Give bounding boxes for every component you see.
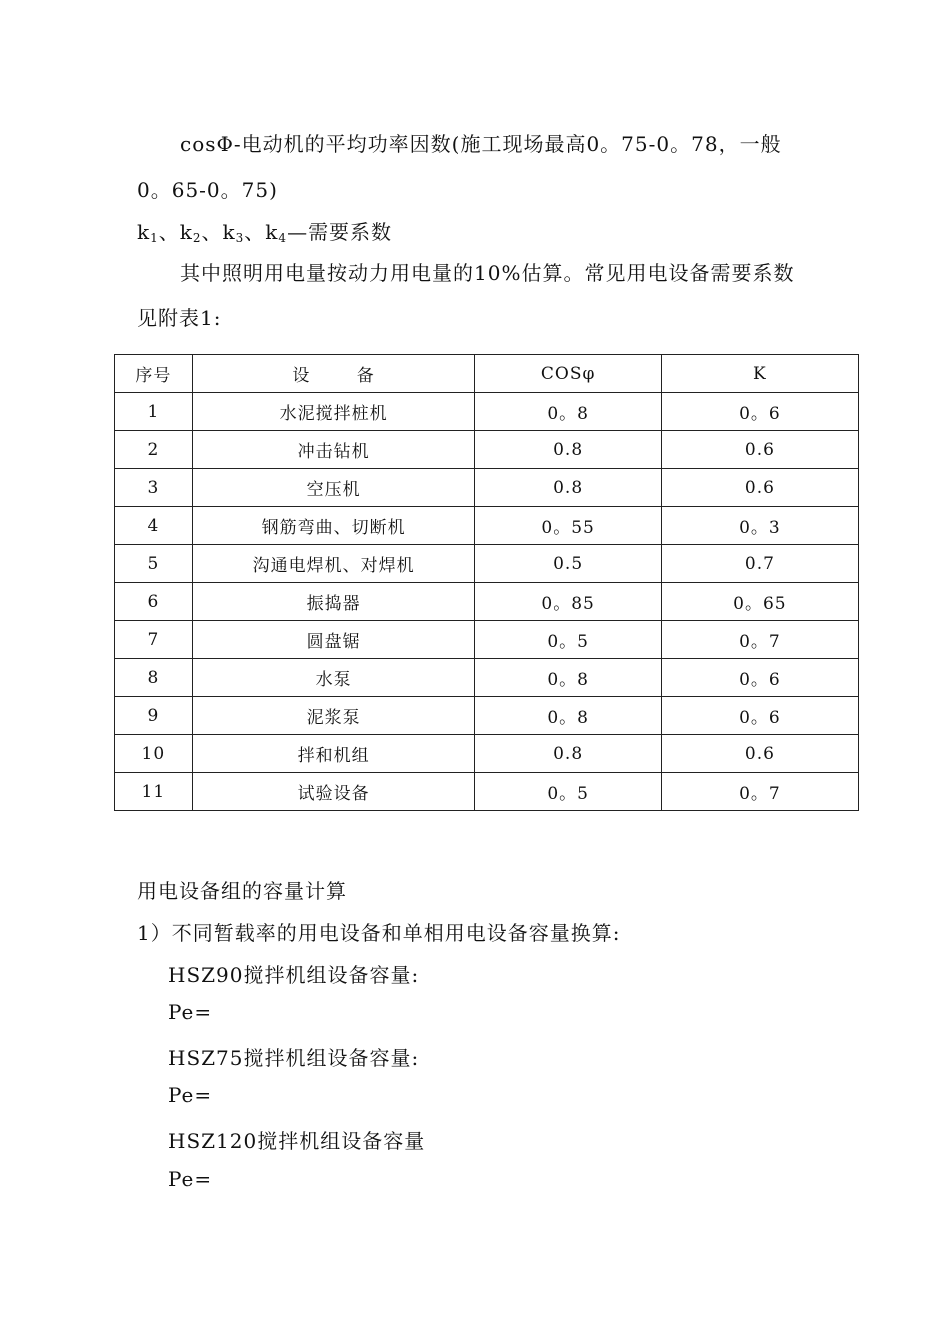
demand-coefficient-table (114, 354, 859, 811)
cell-k: 0。7 (661, 773, 858, 811)
table-row (115, 469, 859, 507)
cell-k: 0.6 (661, 469, 858, 507)
hsz120-capacity-label: HSZ120搅拌机组设备容量 (168, 1129, 426, 1153)
cell-cos-phi: 0.8 (475, 735, 661, 773)
cell-equipment: 圆盘锯 (192, 621, 475, 659)
cell-index: 2 (115, 431, 193, 469)
cell-k: 0。6 (661, 393, 858, 431)
cell-k: 0.6 (661, 735, 858, 773)
cell-index: 6 (115, 583, 193, 621)
hsz120-formula: Pe= (168, 1167, 213, 1191)
cell-equipment: 空压机 (192, 469, 475, 507)
cell-index: 8 (115, 659, 193, 697)
cell-equipment: 钢筋弯曲、切断机 (192, 507, 475, 545)
table-row (115, 735, 859, 773)
table-row (115, 393, 859, 431)
cell-equipment: 沟通电焊机、对焊机 (192, 545, 475, 583)
table-row (115, 659, 859, 697)
cell-k: 0.7 (661, 545, 858, 583)
cell-cos-phi: 0。8 (475, 659, 661, 697)
header-cos-phi: COSφ (475, 355, 661, 393)
table-row (115, 431, 859, 469)
header-equipment: 设 备 (192, 355, 475, 393)
header-k: K (661, 355, 858, 393)
cell-cos-phi: 0。5 (475, 621, 661, 659)
hsz75-formula: Pe= (168, 1083, 213, 1107)
table-row (115, 507, 859, 545)
intro-line-5: 见附表1: (137, 306, 222, 330)
hsz90-capacity-label: HSZ90搅拌机组设备容量: (168, 963, 420, 987)
cell-equipment: 水泵 (192, 659, 475, 697)
cell-index: 1 (115, 393, 193, 431)
cell-cos-phi: 0.5 (475, 545, 661, 583)
intro-line-4: 其中照明用电量按动力用电量的10%估算。常见用电设备需要系数 (180, 261, 795, 285)
hsz75-capacity-label: HSZ75搅拌机组设备容量: (168, 1046, 420, 1070)
cell-cos-phi: 0。8 (475, 393, 661, 431)
table-header-row (115, 355, 859, 393)
cell-index: 3 (115, 469, 193, 507)
table-row (115, 773, 859, 811)
cell-k: 0。6 (661, 659, 858, 697)
cell-k: 0。65 (661, 583, 858, 621)
header-index: 序号 (115, 355, 193, 393)
cell-equipment: 振捣器 (192, 583, 475, 621)
subsection-1-title: 1）不同暂载率的用电设备和单相用电设备容量换算: (137, 921, 621, 945)
cell-index: 11 (115, 773, 193, 811)
table-row (115, 545, 859, 583)
intro-line-1: cosΦ-电动机的平均功率因数(施工现场最高0。75-0。78，一般 (180, 132, 782, 156)
cell-equipment: 拌和机组 (192, 735, 475, 773)
cell-index: 5 (115, 545, 193, 583)
cell-cos-phi: 0。8 (475, 697, 661, 735)
cell-index: 4 (115, 507, 193, 545)
cell-index: 9 (115, 697, 193, 735)
cell-k: 0。6 (661, 697, 858, 735)
cell-index: 7 (115, 621, 193, 659)
table-row (115, 621, 859, 659)
cell-equipment: 泥浆泵 (192, 697, 475, 735)
cell-cos-phi: 0。85 (475, 583, 661, 621)
hsz90-formula: Pe= (168, 1000, 213, 1024)
cell-cos-phi: 0。55 (475, 507, 661, 545)
table-row (115, 583, 859, 621)
cell-k: 0.6 (661, 431, 858, 469)
cell-equipment: 水泥搅拌桩机 (192, 393, 475, 431)
cell-equipment: 试验设备 (192, 773, 475, 811)
table-row (115, 697, 859, 735)
cell-cos-phi: 0。5 (475, 773, 661, 811)
cell-equipment: 冲击钻机 (192, 431, 475, 469)
cell-k: 0。3 (661, 507, 858, 545)
cell-cos-phi: 0.8 (475, 469, 661, 507)
cell-cos-phi: 0.8 (475, 431, 661, 469)
intro-line-2: 0。65-0。75) (137, 178, 278, 202)
section-title: 用电设备组的容量计算 (137, 879, 347, 903)
demand-coefficient-line: $k_1$、$k_2$、$k_3$、$k_4—$需要系数 (137, 220, 393, 245)
cell-index: 10 (115, 735, 193, 773)
cell-k: 0。7 (661, 621, 858, 659)
